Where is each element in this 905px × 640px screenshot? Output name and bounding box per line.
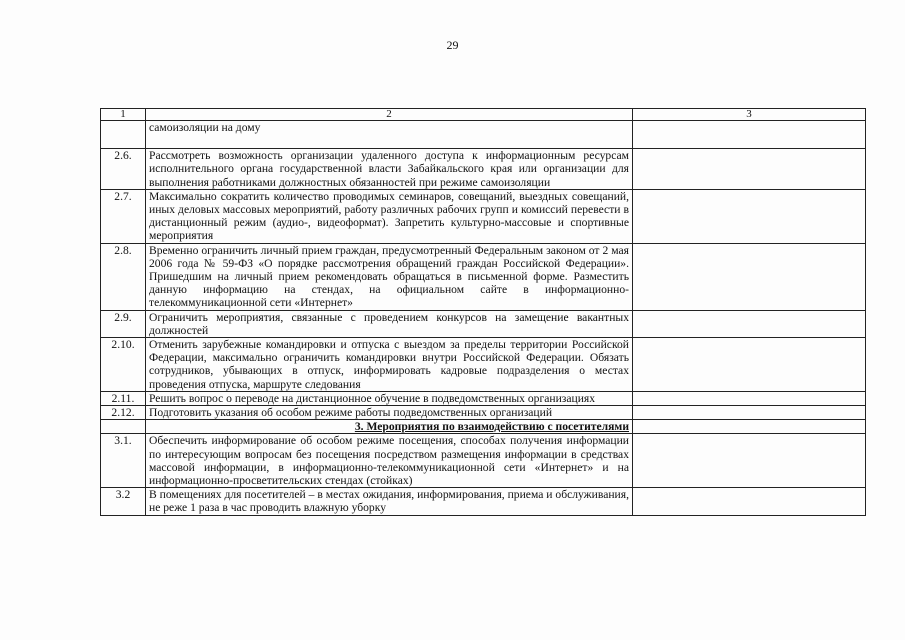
header-col-3: 3 [633,109,866,121]
section-title: 3. Мероприятия по взаимодействию с посетителями [146,420,633,434]
row-note [633,434,866,488]
row-text: Рассмотреть возможность организации удаленного доступа к информационным ресурсам исполнительного органа государственной власти Забайкальского края или организации для выполнения работниками должностных обязанностей при режиме самоизоляции [146,149,633,190]
table-row [101,243,866,310]
row-note [633,189,866,243]
row-note [633,243,866,310]
row-note [633,149,866,190]
measures-table [100,108,866,516]
row-number: 2.12. [101,406,146,420]
header-col-1: 1 [101,109,146,121]
table-row [101,189,866,243]
table-row [101,310,866,337]
row-text: Обеспечить информирование об особом режиме посещения, способах получения информации по интересующим вопросам без посещения посредством размещения информации в средствах массовой информации, в информационно-телекоммуникационной сети «Интернет» и на информационно-просветительских стендах (стойках) [146,434,633,488]
row-note [633,488,866,515]
row-note [633,121,866,149]
row-number: 2.6. [101,149,146,190]
row-text: Временно ограничить личный прием граждан, предусмотренный Федеральным законом от 2 мая 2006 года № 59-ФЗ «О порядке рассмотрения обращений граждан Российской Федерации». Пришедшим на личный прием рекомендовать обращаться в письменной форме. Разместить данную информацию на стендах, на официальном сайте в информационно-телекоммуникационной сети «Интернет» [146,243,633,310]
row-text: Решить вопрос о переводе на дистанционное обучение в подведомственных организациях [146,391,633,405]
row-text: Подготовить указания об особом режиме работы подведомственных организаций [146,406,633,420]
row-number [101,121,146,149]
page-number: 29 [446,38,459,52]
row-note [633,406,866,420]
row-text: Ограничить мероприятия, связанные с проведением конкурсов на замещение вакантных должностей [146,310,633,337]
section-number-cell [101,420,146,434]
table-row [101,434,866,488]
row-text: В помещениях для посетителей – в местах ожидания, информирования, приема и обслуживания, не реже 1 раза в час проводить влажную уборку [146,488,633,515]
header-row [101,109,866,121]
row-note [633,310,866,337]
section-note-cell [633,420,866,434]
table-row [101,149,866,190]
row-text: Максимально сократить количество проводимых семинаров, совещаний, выездных совещаний, иных деловых массовых мероприятий, работу различных рабочих групп и комиссий перевести в дистанционный режим (аудио-, видеоформат). Запретить культурно-массовые и спортивные мероприятия [146,189,633,243]
continuation-row [101,121,866,149]
row-number: 2.8. [101,243,146,310]
row-number: 2.10. [101,338,146,392]
row-number: 3.1. [101,434,146,488]
continuation-text: самоизоляции на дому [149,121,261,134]
table-body [101,109,866,516]
table-row [101,488,866,515]
row-note [633,391,866,405]
row-number: 2.7. [101,189,146,243]
row-number: 3.2 [101,488,146,515]
section-row [101,420,866,434]
row-text: Отменить зарубежные командировки и отпуска с выездом за пределы территории Российской Федерации, максимально ограничить командировки внутри Российской Федерации. Обязать сотрудников, убывающих в отпуск, информировать кадровые подразделения о местах проведения отпуска, маршруте следования [146,338,633,392]
header-col-2: 2 [146,109,633,121]
table-row [101,406,866,420]
row-text [146,121,633,149]
row-number: 2.9. [101,310,146,337]
row-note [633,338,866,392]
table-row [101,338,866,392]
table-row [101,391,866,405]
row-number: 2.11. [101,391,146,405]
